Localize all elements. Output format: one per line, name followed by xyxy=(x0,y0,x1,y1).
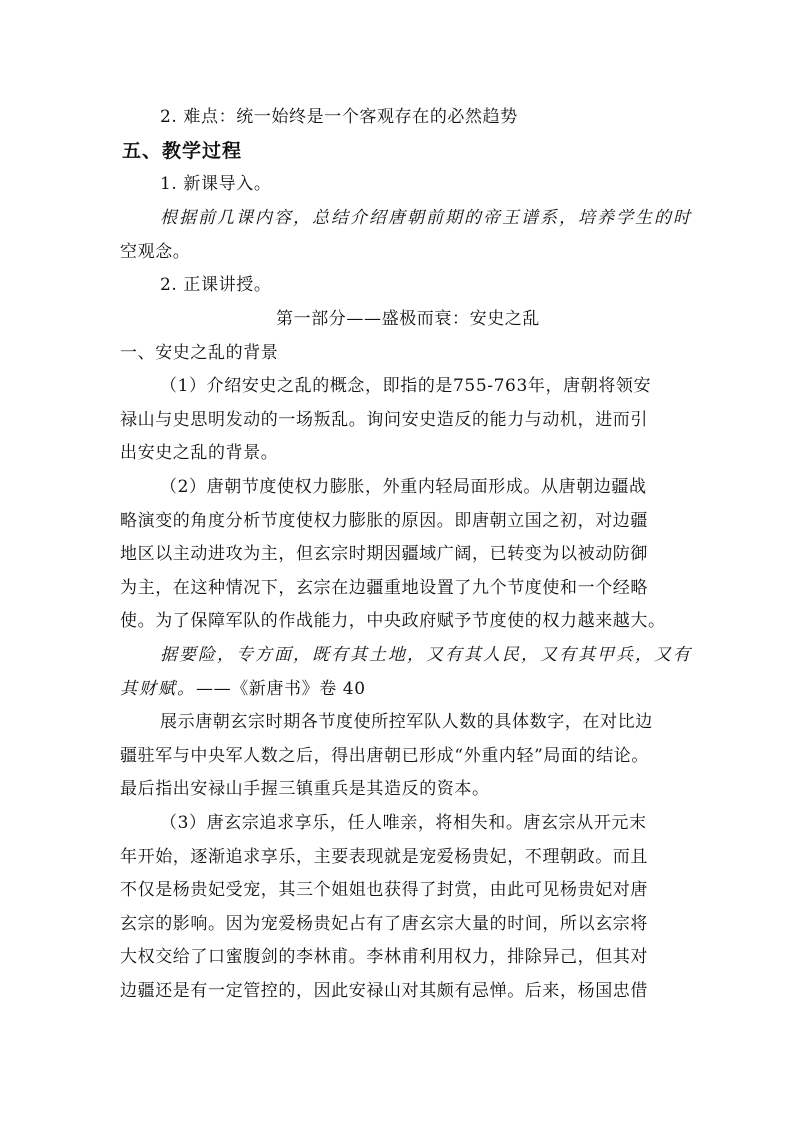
paragraph-line: （1）介绍安史之乱的概念，即指的是755-763年，唐朝将领安 xyxy=(160,376,652,396)
paragraph-line: 出安史之乱的背景。 xyxy=(120,443,279,463)
step-intro-heading: 1. 新课导入。 xyxy=(160,174,272,194)
paragraph-line: 略演变的角度分析节度使权力膨胀的原因。即唐朝立国之初，对边疆 xyxy=(120,511,648,531)
quote-line xyxy=(120,679,680,699)
paragraph-line: （3）唐玄宗追求享乐，任人唯亲，将相失和。唐玄宗从开元末 xyxy=(160,813,647,833)
part-one-title: 第一部分——盛极而衰：安史之乱 xyxy=(276,309,540,329)
quote-line: 据要险，专方面，既有其土地，又有其人民，又有其甲兵，又有 xyxy=(160,645,692,665)
quote-source: ——《新唐书》卷 40 xyxy=(196,679,366,699)
paragraph-line: 大权交给了口蜜腹剑的李林甫。李林甫利用权力，排除异己，但其对 xyxy=(120,947,648,967)
paragraph-line: 边疆还是有一定管控的，因此安禄山对其颇有忌惮。后来，杨国忠借 xyxy=(120,981,648,1001)
paragraph-line: 根据前几课内容，总结介绍唐朝前期的帝王谱系，培养学生的时 xyxy=(160,208,692,228)
paragraph-line: 禄山与史思明发动的一场叛乱。询问安史造反的能力与动机，进而引 xyxy=(120,410,648,430)
paragraph-line: 展示唐朝玄宗时期各节度使所控军队人数的具体数字，在对比边 xyxy=(160,712,653,732)
paragraph-line: 疆驻军与中央军人数之后，得出唐朝已形成“外重内轻”局面的结论。 xyxy=(120,746,649,766)
paragraph-line: 地区以主动进攻为主，但玄宗时期因疆域广阔，已转变为以被动防御 xyxy=(120,544,648,564)
paragraph-line: 使。为了保障军队的作战能力，中央政府赋予节度使的权力越来越大。 xyxy=(120,611,666,631)
paragraph-line: 最后指出安禄山手握三镇重兵是其造反的资本。 xyxy=(120,779,490,799)
paragraph-line: （2）唐朝节度使权力膨胀，外重内轻局面形成。从唐朝边疆战 xyxy=(160,477,647,497)
paragraph-line: 空观念。 xyxy=(120,242,191,262)
step-lecture-heading: 2. 正课讲授。 xyxy=(160,275,272,295)
section-heading-teaching-process: 五、教学过程 xyxy=(122,140,243,162)
paragraph-line: 为主，在这种情况下，玄宗在边疆重地设置了九个节度使和一个经略 xyxy=(120,578,648,598)
quote-text: 其财赋。 xyxy=(120,679,196,699)
paragraph-line: 玄宗的影响。因为宠爱杨贵妃占有了唐玄宗大量的时间，所以玄宗将 xyxy=(120,914,648,934)
paragraph-line: 年开始，逐渐追求享乐，主要表现就是宠爱杨贵妃，不理朝政。而且 xyxy=(120,847,648,867)
paragraph-line: 不仅是杨贵妃受宠，其三个姐姐也获得了封赏，由此可见杨贵妃对唐 xyxy=(120,880,648,900)
subsection-heading-background: 一、安史之乱的背景 xyxy=(120,343,279,363)
key-difficulty-item: 2. 难点：统一始终是一个客观存在的必然趋势 xyxy=(160,107,518,127)
